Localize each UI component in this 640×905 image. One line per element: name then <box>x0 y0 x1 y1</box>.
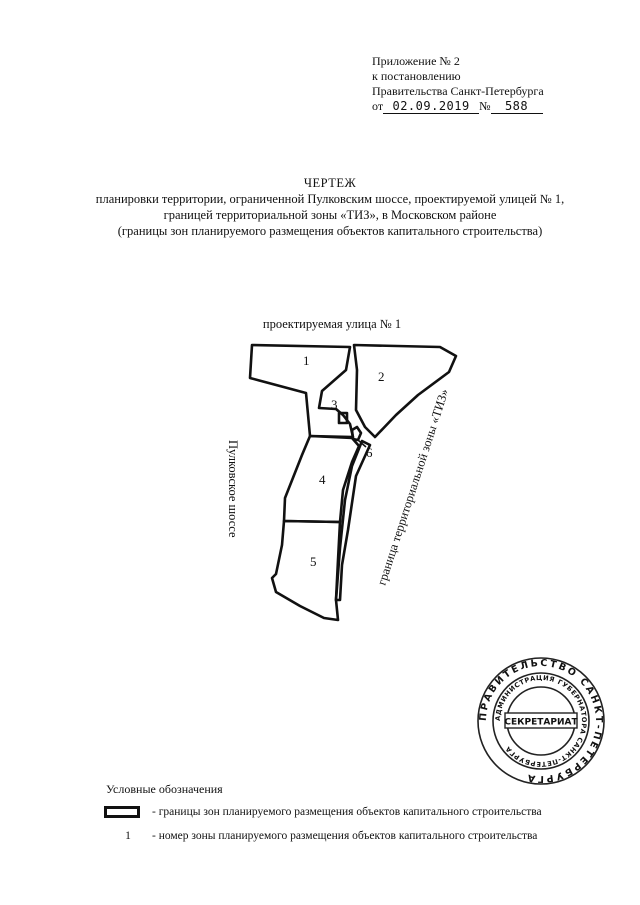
appendix-line-3: Правительства Санкт-Петербурга <box>372 84 544 98</box>
date-prefix: от <box>372 99 384 113</box>
legend-row-boundary <box>104 806 542 818</box>
title-line-1: планировки территории, ограниченной Пулковским шоссе, проектируемой улицей № 1, <box>95 192 565 206</box>
zone-label-6: 6 <box>366 445 373 460</box>
label-street-top: проектируемая улица № 1 <box>262 317 402 331</box>
label-street-left: Пулковское шоссе <box>226 440 240 538</box>
zone-label-2: 2 <box>378 369 385 384</box>
title-line-2: границей территориальной зоны «ТИЗ», в Московском районе <box>163 208 497 222</box>
zone-label-4: 4 <box>319 472 326 487</box>
number-prefix: № <box>479 99 491 113</box>
legend-heading: Условные обозначения <box>106 782 223 796</box>
legend-row2-text: - номер зоны планируемого размещения объектов капитального строительства <box>152 830 538 842</box>
appendix-date: 02.09.2019 <box>383 100 479 114</box>
appendix-line-2: к постановлению <box>372 69 461 83</box>
seal-center-text: СЕКРЕТАРИАТ <box>504 717 578 728</box>
zone-label-5: 5 <box>310 554 317 569</box>
seal-outer-text: ПРАВИТЕЛЬСТВО САНКТ-ПЕТЕРБУРГА <box>477 657 605 785</box>
seal-inner-text: АДМИНИСТРАЦИЯ ГУБЕРНАТОРА САНКТ-ПЕТЕРБУРГА <box>493 673 589 769</box>
legend-number-symbol: 1 <box>125 830 131 842</box>
zone-label-3: 3 <box>331 397 338 412</box>
legend-row1-text: - границы зон планируемого размещения объектов капитального строительства <box>152 806 542 818</box>
secretariat-seal-icon <box>475 655 607 787</box>
legend-row-number <box>104 830 537 842</box>
label-street-right: граница территориальной зоны «ТИЗ» <box>374 387 452 587</box>
zone-5-boundary <box>272 521 340 620</box>
appendix-number: 588 <box>491 100 543 114</box>
title-heading: ЧЕРТЕЖ <box>303 176 357 190</box>
appendix-line-1: Приложение № 2 <box>372 54 460 68</box>
boundary-symbol-icon <box>104 806 140 818</box>
title-line-3: (границы зон планируемого размещения объектов капитального строительства) <box>117 224 543 238</box>
zone-1-boundary <box>250 345 353 437</box>
zone-label-1: 1 <box>303 353 310 368</box>
